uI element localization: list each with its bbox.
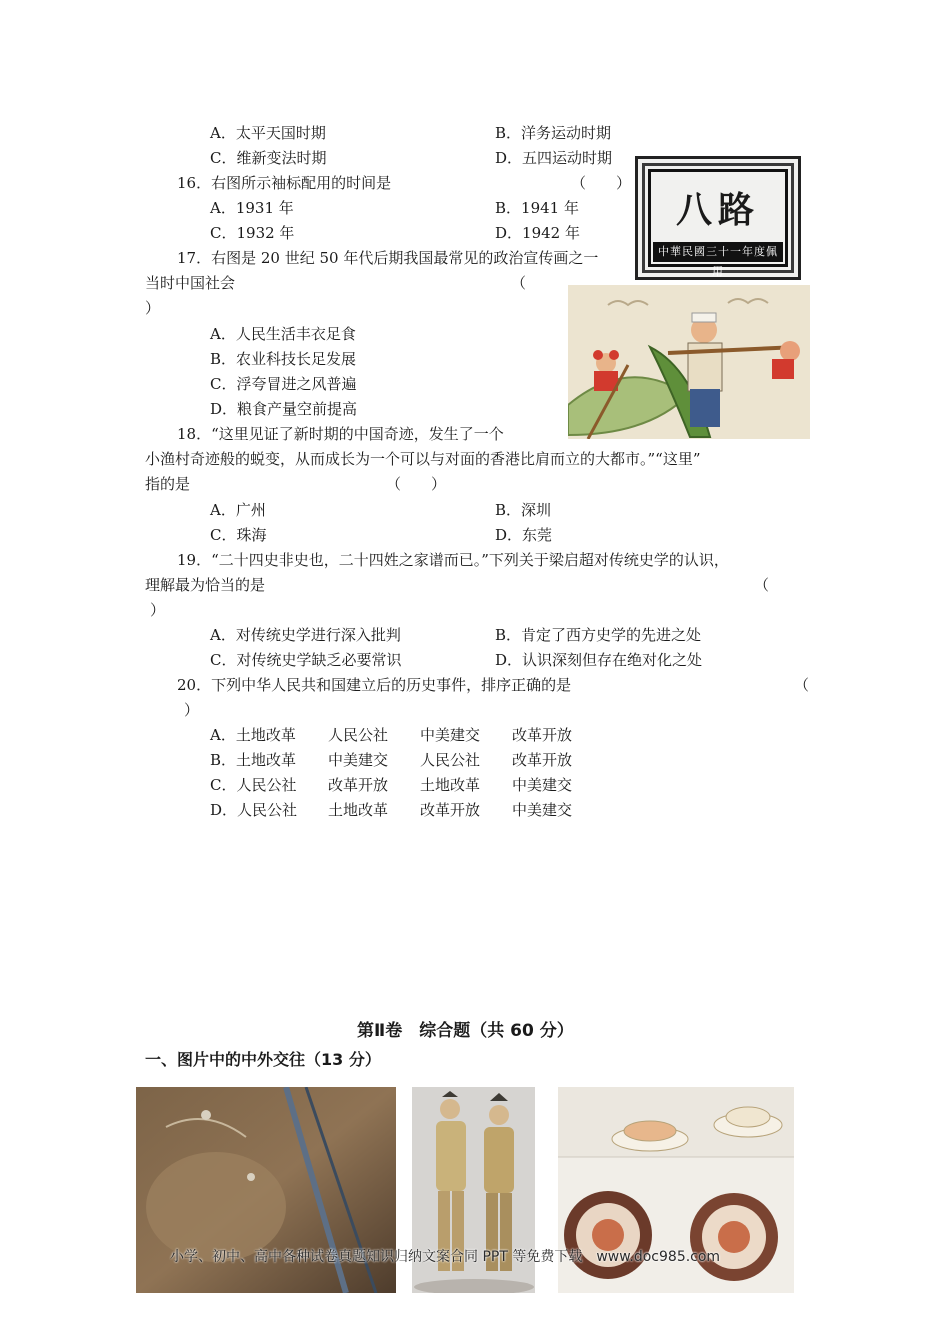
- q17-stem-line2: 当时中国社会: [145, 274, 236, 292]
- q16-option-b: B．1941 年: [495, 199, 579, 217]
- q19-option-a: A．对传统史学进行深入批判: [210, 626, 401, 644]
- q19-option-d: D．认识深刻但存在绝对化之处: [495, 651, 703, 669]
- q20-option-a-item2: 人民公社: [328, 726, 389, 744]
- q20-option-c-item3: 土地改革: [420, 776, 481, 794]
- q20-option-b-label: B．土地改革: [210, 751, 297, 769]
- q18-option-a: A．广州: [210, 501, 266, 519]
- q17-paren-close: ）: [145, 299, 161, 317]
- watermark-text: 小学、初中、高中各种试卷真题知识归纳文案合同 PPT 等免费下载 www.doc985.com: [170, 1249, 721, 1265]
- q18-option-b: B．深圳: [495, 501, 552, 519]
- q16-option-d: D．1942 年: [495, 224, 580, 242]
- q19-stem-line2: 理解最为恰当的是: [145, 576, 266, 594]
- q16-answer-paren: （ ）: [571, 174, 632, 192]
- q20-option-d-item3: 改革开放: [420, 801, 481, 819]
- q15-option-d: D．五四运动时期: [495, 149, 613, 167]
- q18-stem-line1: 18．“这里见证了新时期的中国奇迹，发生了一个: [177, 425, 504, 443]
- q18-stem-line3: 指的是: [145, 475, 191, 493]
- q16-stem: 16．右图所示袖标配用的时间是: [177, 174, 392, 192]
- q20-option-a-label: A．土地改革: [210, 726, 296, 744]
- q17-option-b: B．农业科技长足发展: [210, 350, 357, 368]
- q17-option-c: C．浮夸冒进之风普遍: [210, 375, 357, 393]
- q18-stem-line2: 小渔村奇迹般的蜕变，从而成长为一个可以与对面的香港比肩而立的大都市。”“这里”: [145, 450, 701, 468]
- q15-option-a: A．太平天国时期: [210, 124, 326, 142]
- section1-title: 一、图片中的中外交往（13 分）: [145, 1050, 381, 1069]
- q19-stem-line1: 19．“二十四史非史也，二十四姓之家谱而已。”下列关于梁启超对传统史学的认识，: [177, 551, 729, 569]
- armband-frame: [648, 169, 788, 278]
- q18-answer-paren: （ ）: [386, 475, 447, 493]
- q20-stem: 20．下列中华人民共和国建立后的历史事件，排序正确的是: [177, 676, 572, 694]
- q19-option-b: B．肯定了西方史学的先进之处: [495, 626, 702, 644]
- propaganda-poster-image: [568, 285, 810, 439]
- q20-option-d-item2: 土地改革: [328, 801, 389, 819]
- poster-illustration: [568, 285, 810, 439]
- q15-option-c: C．维新变法时期: [210, 149, 327, 167]
- q17-paren-open: （: [511, 274, 527, 292]
- q15-option-b: B．洋务运动时期: [495, 124, 612, 142]
- q20-option-d-label: D．人民公社: [210, 801, 298, 819]
- q19-option-c: C．对传统史学缺乏必要常识: [210, 651, 402, 669]
- q19-paren-open: （: [754, 576, 770, 594]
- q20-paren-open: （: [794, 676, 810, 694]
- q18-option-c: C．珠海: [210, 526, 267, 544]
- q17-stem-line1: 17．右图是 20 世纪 50 年代后期我国最常见的政治宣传画之一: [177, 249, 599, 267]
- armband-title: 八路: [675, 190, 760, 231]
- q20-option-c-item4: 中美建交: [512, 776, 573, 794]
- part2-title: 第Ⅱ卷 综合题（共 60 分）: [357, 1021, 574, 1041]
- q20-option-b-item3: 人民公社: [420, 751, 481, 769]
- q20-option-d-item4: 中美建交: [512, 801, 573, 819]
- q20-option-b-item4: 改革开放: [512, 751, 573, 769]
- q20-option-a-item3: 中美建交: [420, 726, 481, 744]
- q16-option-c: C．1932 年: [210, 224, 295, 242]
- q18-option-d: D．东莞: [495, 526, 553, 544]
- armband-strip: 中華民國三十一年度佩用: [653, 242, 783, 262]
- q20-option-a-item4: 改革开放: [512, 726, 573, 744]
- q16-option-a: A．1931 年: [210, 199, 294, 217]
- q20-option-b-item2: 中美建交: [328, 751, 389, 769]
- armband-image: [635, 156, 801, 280]
- q17-option-d: D．粮食产量空前提高: [210, 400, 358, 418]
- q20-option-c-item2: 改革开放: [328, 776, 389, 794]
- q20-option-c-label: C．人民公社: [210, 776, 297, 794]
- q19-paren-close: ）: [150, 601, 166, 619]
- q20-paren-close: ）: [184, 701, 200, 719]
- q17-option-a: A．人民生活丰衣足食: [210, 325, 356, 343]
